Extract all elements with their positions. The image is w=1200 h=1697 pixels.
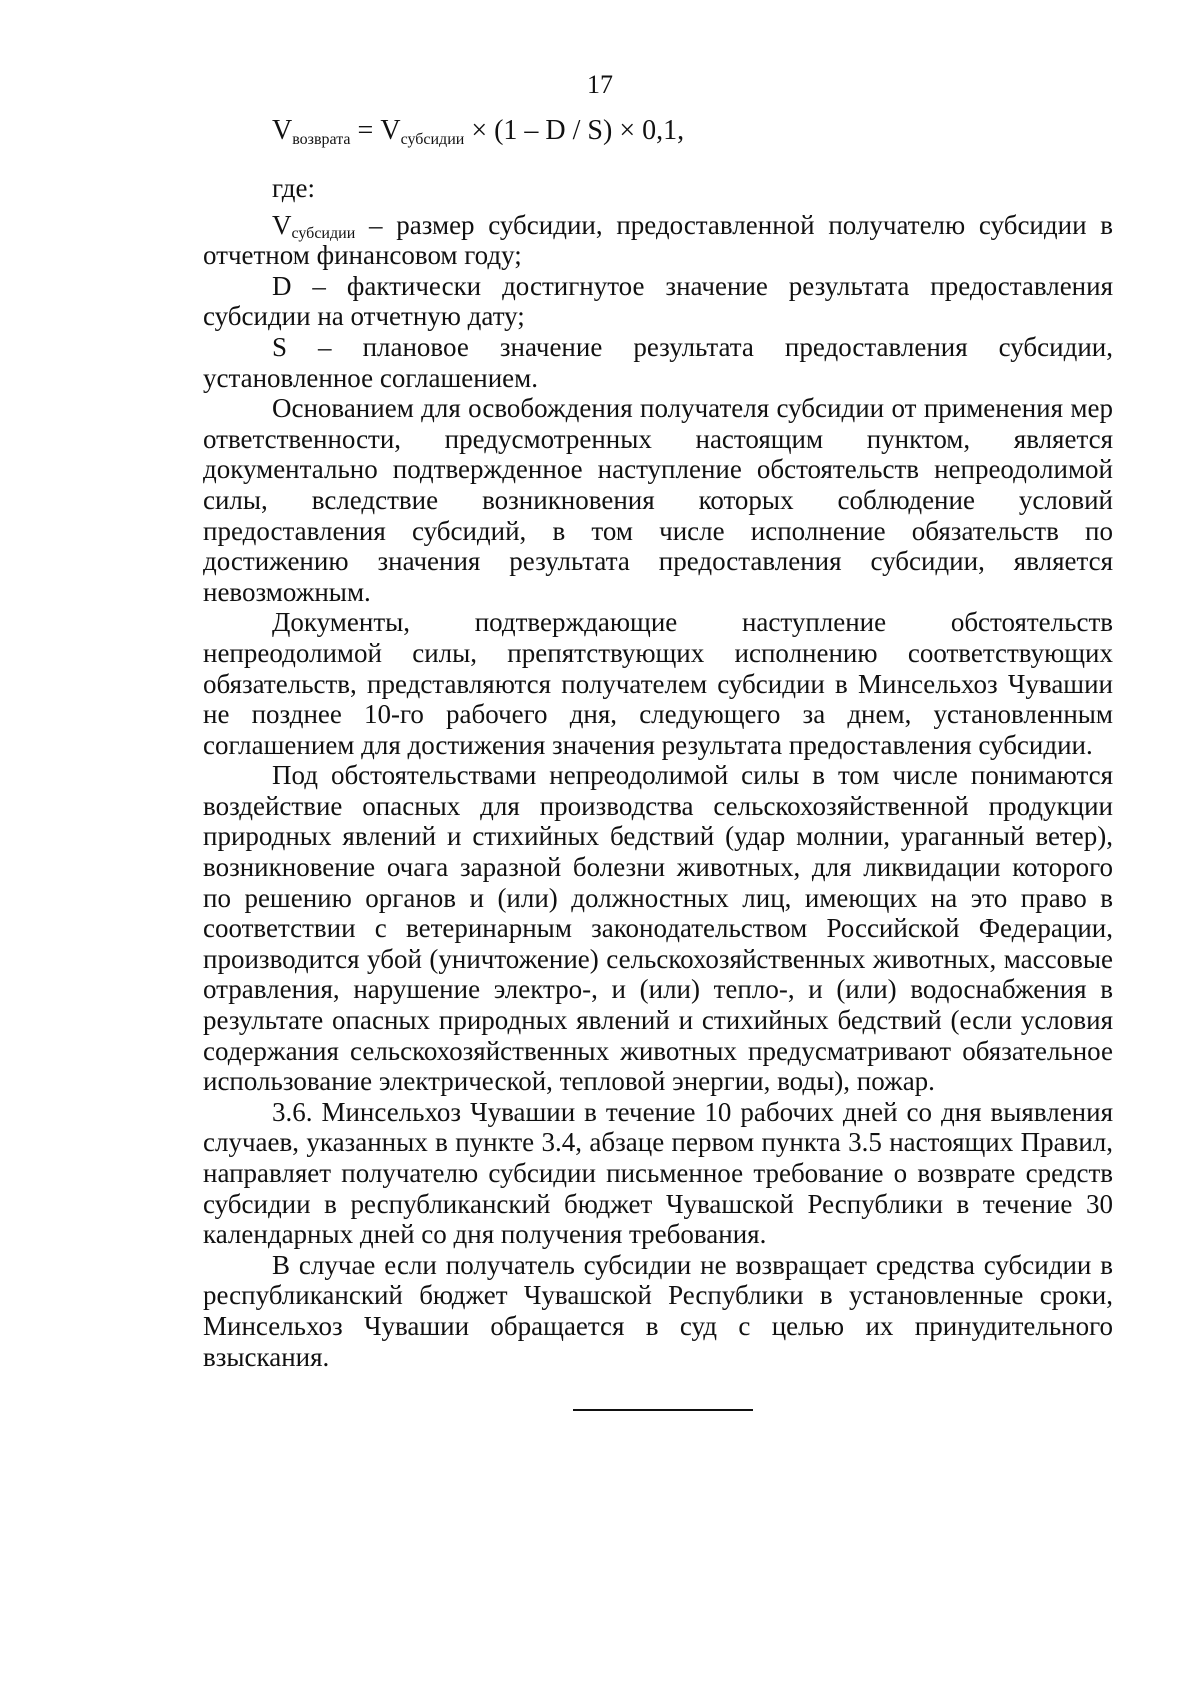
formula-equals: = — [350, 115, 381, 146]
end-separator-line — [573, 1409, 753, 1411]
definition-v-text: – размер субсидии, предоставленной получателю субсидии в отчетном финансовом году; — [203, 209, 1113, 271]
document-body — [203, 173, 1113, 1372]
paragraph-court-recovery: В случае если получатель субсидии не возвращает средства субсидии в республиканский бюджет Чувашской Республики в установленные сроки, Минсельхоз Чувашии обращается в суд с целью их принудительного взыскания. — [203, 1249, 1113, 1372]
definition-v-subscript: субсидии — [291, 224, 356, 242]
page-number: 17 — [587, 70, 613, 99]
paragraph-force-majeure-definition: Под обстоятельствами непреодолимой силы в том числе понимаются воздействие опасных для производства сельскохозяйственной продукции природных явлений и стихийных бедствий (удар молнии, ураганный ветер), возникновение очага заразной болезни животных, для ликвидации которого по решению органов и (или) должностных лиц, имеющих на это право в соответствии с ветеринарным законодательством Российской Федерации, производится убой (уничтожение) сельскохозяйственных животных, массовые отравления, нарушение электро-, и (или) тепло-, и (или) водоснабжения в результате опасных природных явлений и стихийных бедствий (если условия содержания сельскохозяйственных животных предусматривают обязательное использование электрической, тепловой энергии, воды), пожар. — [203, 760, 1113, 1097]
definition-d: D – фактически достигнутое значение результата предоставления субсидии на отчетную дату; — [203, 270, 1113, 332]
formula-lhs-subscript: возврата — [292, 131, 351, 148]
where-label: где: — [272, 173, 315, 203]
definition-v-symbol: V — [272, 209, 292, 240]
definition-v-subsidy — [203, 210, 1113, 271]
paragraph-section-3-6: 3.6. Минсельхоз Чувашии в течение 10 рабочих дней со дня выявления случаев, указанных в пункте 3.4, абзаце первом пункта 3.5 настоящих Правил, направляет получателю субсидии письменное требование о возврате средств субсидии в республиканский бюджет Чувашской Республики в течение 30 календарных дней со дня получения требования. — [203, 1096, 1113, 1250]
formula-rhs-rest: × (1 – D / S) × 0,1, — [464, 115, 685, 146]
formula-rhs-symbol: V — [380, 115, 401, 146]
formula-rhs-subscript: субсидии — [400, 131, 465, 148]
formula-lhs-symbol: V — [272, 115, 293, 146]
definition-s: S – плановое значение результата предоставления субсидии, установленное соглашением. — [203, 331, 1113, 393]
return-formula — [272, 113, 684, 149]
paragraph-force-majeure-basis: Основанием для освобождения получателя субсидии от применения мер ответственности, предусмотренных настоящим пунктом, является документально подтвержденное наступление обстоятельств непреодолимой силы, вследствие возникновения которых соблюдение условий предоставления субсидий, в том числе исполнение обязательств по достижению значения результата предоставления субсидии, является невозможным. — [203, 393, 1113, 607]
paragraph-force-majeure-documents: Документы, подтверждающие наступление обстоятельств непреодолимой силы, препятствующих исполнению соответствующих обязательств, представляются получателем субсидии в Минсельхоз Чувашии не позднее 10-го рабочего дня, следующего за днем, установленным соглашением для достижения значения результата предоставления субсидии. — [203, 607, 1113, 760]
